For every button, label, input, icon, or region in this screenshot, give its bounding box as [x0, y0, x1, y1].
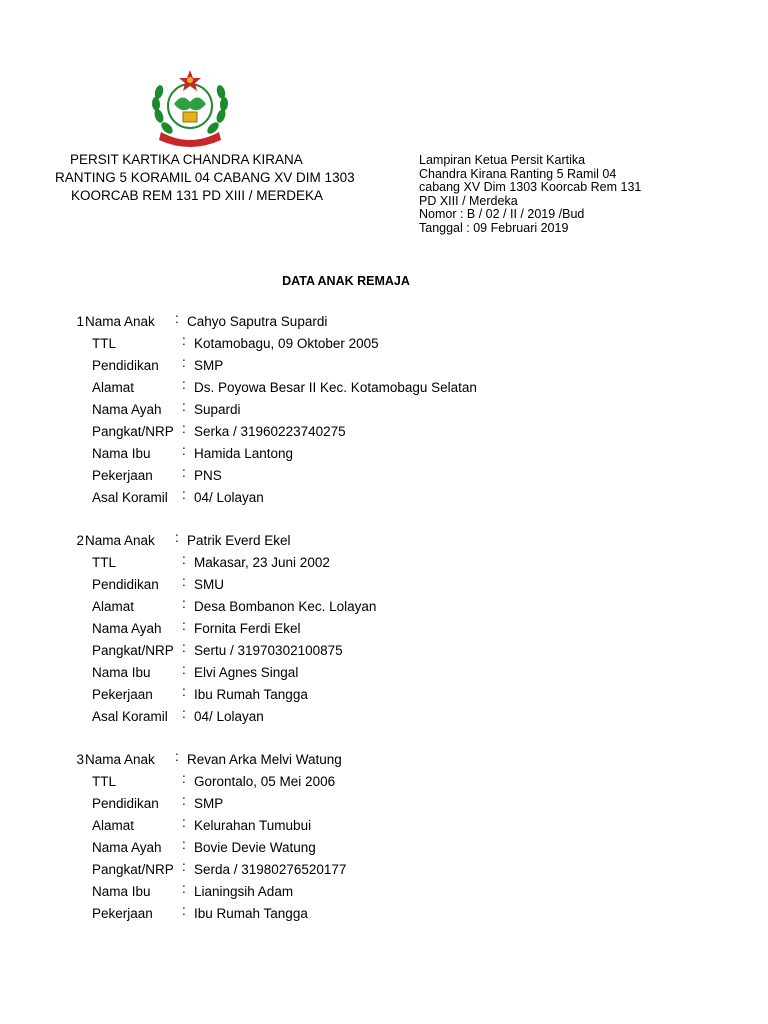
field-colon: : [182, 333, 186, 349]
field-label: Pendidikan [92, 796, 159, 812]
record-field-row [66, 486, 726, 508]
field-colon: : [182, 618, 186, 634]
field-label: TTL [92, 774, 117, 790]
field-value: Serka / 31960223740275 [194, 423, 346, 439]
field-value: 04/ Lolayan [194, 708, 264, 724]
field-value: Gorontalo, 05 Mei 2006 [194, 774, 336, 790]
field-label: Nama Ayah [92, 621, 162, 637]
field-label: Asal Koramil [92, 708, 168, 724]
field-colon: : [182, 683, 186, 699]
field-colon: : [182, 705, 186, 721]
field-colon: : [175, 530, 179, 546]
field-value: Kotamobagu, 09 Oktober 2005 [194, 336, 379, 352]
record-3 [66, 749, 726, 924]
field-colon: : [182, 815, 186, 831]
field-label: Alamat [92, 818, 135, 834]
record-field-row [66, 596, 726, 618]
field-label: Nama Anak [85, 752, 155, 768]
field-label: TTL [92, 555, 117, 571]
document-title: DATA ANAK REMAJA [282, 274, 410, 288]
field-label: Nama Anak [85, 533, 155, 549]
attachment-line: Chandra Kirana Ranting 5 Ramil 04 [419, 166, 617, 181]
field-colon: : [182, 793, 186, 809]
record-field-row [66, 530, 726, 552]
field-label: Nama Ayah [92, 840, 162, 856]
record-field-row [66, 552, 726, 574]
field-value: Elvi Agnes Singal [194, 664, 299, 680]
field-value: Desa Bombanon Kec. Lolayan [194, 599, 377, 615]
field-label: Pendidikan [92, 577, 159, 593]
field-colon: : [182, 858, 186, 874]
record-field-row [66, 815, 726, 837]
field-colon: : [182, 377, 186, 393]
record-field-row [66, 683, 726, 705]
field-colon: : [175, 311, 179, 327]
record-1 [66, 311, 726, 508]
record-field-row [66, 793, 726, 815]
field-colon: : [182, 552, 186, 568]
field-label: Nama Ayah [92, 402, 162, 417]
field-value: Supardi [194, 402, 241, 417]
record-field-row [66, 618, 726, 640]
field-value: Sertu / 31970302100875 [194, 642, 343, 658]
field-value: Lianingsih Adam [194, 883, 294, 899]
field-value: SMU [194, 577, 224, 593]
record-number: 1 [76, 314, 84, 330]
field-colon: : [182, 355, 186, 371]
field-value: PNS [194, 467, 222, 483]
field-colon: : [182, 420, 186, 436]
field-value: Bovie Devie Watung [194, 840, 316, 856]
field-value: Ibu Rumah Tangga [194, 905, 308, 921]
field-label: Pekerjaan [92, 905, 153, 921]
field-label: Pendidikan [92, 358, 159, 374]
field-colon: : [182, 902, 186, 918]
field-label: Nama Ibu [92, 883, 151, 899]
record-field-row [66, 858, 726, 880]
persit-emblem-icon [147, 64, 233, 150]
field-value: Ds. Poyowa Besar II Kec. Kotamobagu Selatan [194, 380, 477, 396]
field-value: Patrik Everd Ekel [187, 533, 291, 549]
record-field-row [66, 837, 726, 859]
record-field-row [66, 333, 726, 355]
attachment-line: Lampiran Ketua Persit Kartika [419, 153, 586, 167]
field-colon: : [182, 399, 186, 414]
organization-heading [40, 151, 390, 205]
field-colon: : [182, 574, 186, 590]
record-field-row [66, 880, 726, 902]
attachment-note [419, 154, 739, 236]
field-value: Serda / 31980276520177 [194, 861, 347, 877]
field-label: Alamat [92, 599, 135, 615]
field-label: Pangkat/NRP [92, 861, 174, 877]
org-line: KOORCAB REM 131 PD XIII / MERDEKA [71, 188, 324, 203]
field-label: Alamat [92, 380, 135, 396]
record-field-row [66, 311, 726, 333]
field-colon: : [182, 442, 186, 458]
record-field-row [66, 355, 726, 377]
field-value: Ibu Rumah Tangga [194, 686, 308, 702]
record-2 [66, 530, 726, 727]
record-field-row [66, 420, 726, 442]
field-colon: : [175, 749, 179, 765]
org-line: PERSIT KARTIKA CHANDRA KIRANA [70, 152, 303, 167]
record-field-row [66, 574, 726, 596]
field-label: Pekerjaan [92, 686, 153, 702]
field-colon: : [182, 837, 186, 853]
record-field-row [66, 902, 726, 924]
org-line: RANTING 5 KORAMIL 04 CABANG XV DIM 1303 [55, 170, 355, 185]
record-field-row [66, 705, 726, 727]
field-value: SMP [194, 796, 224, 812]
records-list [66, 311, 726, 946]
attachment-line: cabang XV Dim 1303 Koorcab Rem 131 [419, 180, 642, 195]
record-field-row [66, 771, 726, 793]
field-value: Kelurahan Tumubui [194, 818, 312, 834]
field-colon: : [182, 880, 186, 896]
field-value: Revan Arka Melvi Watung [187, 752, 342, 768]
field-label: Pangkat/NRP [92, 642, 174, 658]
field-value: SMP [194, 358, 224, 374]
field-label: Asal Koramil [92, 489, 168, 505]
record-field-row [66, 661, 726, 683]
record-field-row [66, 464, 726, 486]
field-colon: : [182, 771, 186, 787]
field-colon: : [182, 486, 186, 502]
field-value: Makasar, 23 Juni 2002 [194, 555, 330, 571]
attachment-line: Tanggal : 09 Februari 2019 [419, 220, 569, 235]
field-colon: : [182, 661, 186, 677]
field-value: 04/ Lolayan [194, 489, 264, 505]
field-colon: : [182, 596, 186, 612]
record-field-row [66, 377, 726, 399]
field-value: Cahyo Saputra Supardi [187, 314, 328, 330]
field-value: Hamida Lantong [194, 445, 294, 461]
field-label: Nama Ibu [92, 664, 151, 680]
record-field-row [66, 639, 726, 661]
field-colon: : [182, 639, 186, 655]
record-field-row [66, 399, 726, 421]
field-label: Nama Ibu [92, 445, 151, 461]
record-number: 2 [76, 533, 84, 549]
field-label: Pangkat/NRP [92, 423, 174, 439]
field-value: Fornita Ferdi Ekel [194, 621, 301, 637]
attachment-line: Nomor : B / 02 / II / 2019 /Bud [419, 207, 585, 222]
field-label: TTL [92, 336, 117, 352]
field-label: Pekerjaan [92, 467, 153, 483]
field-colon: : [182, 464, 186, 480]
attachment-line: PD XIII / Merdeka [419, 193, 518, 208]
record-field-row [66, 442, 726, 464]
record-number: 3 [76, 752, 84, 768]
record-field-row [66, 749, 726, 771]
field-label: Nama Anak [85, 314, 155, 330]
